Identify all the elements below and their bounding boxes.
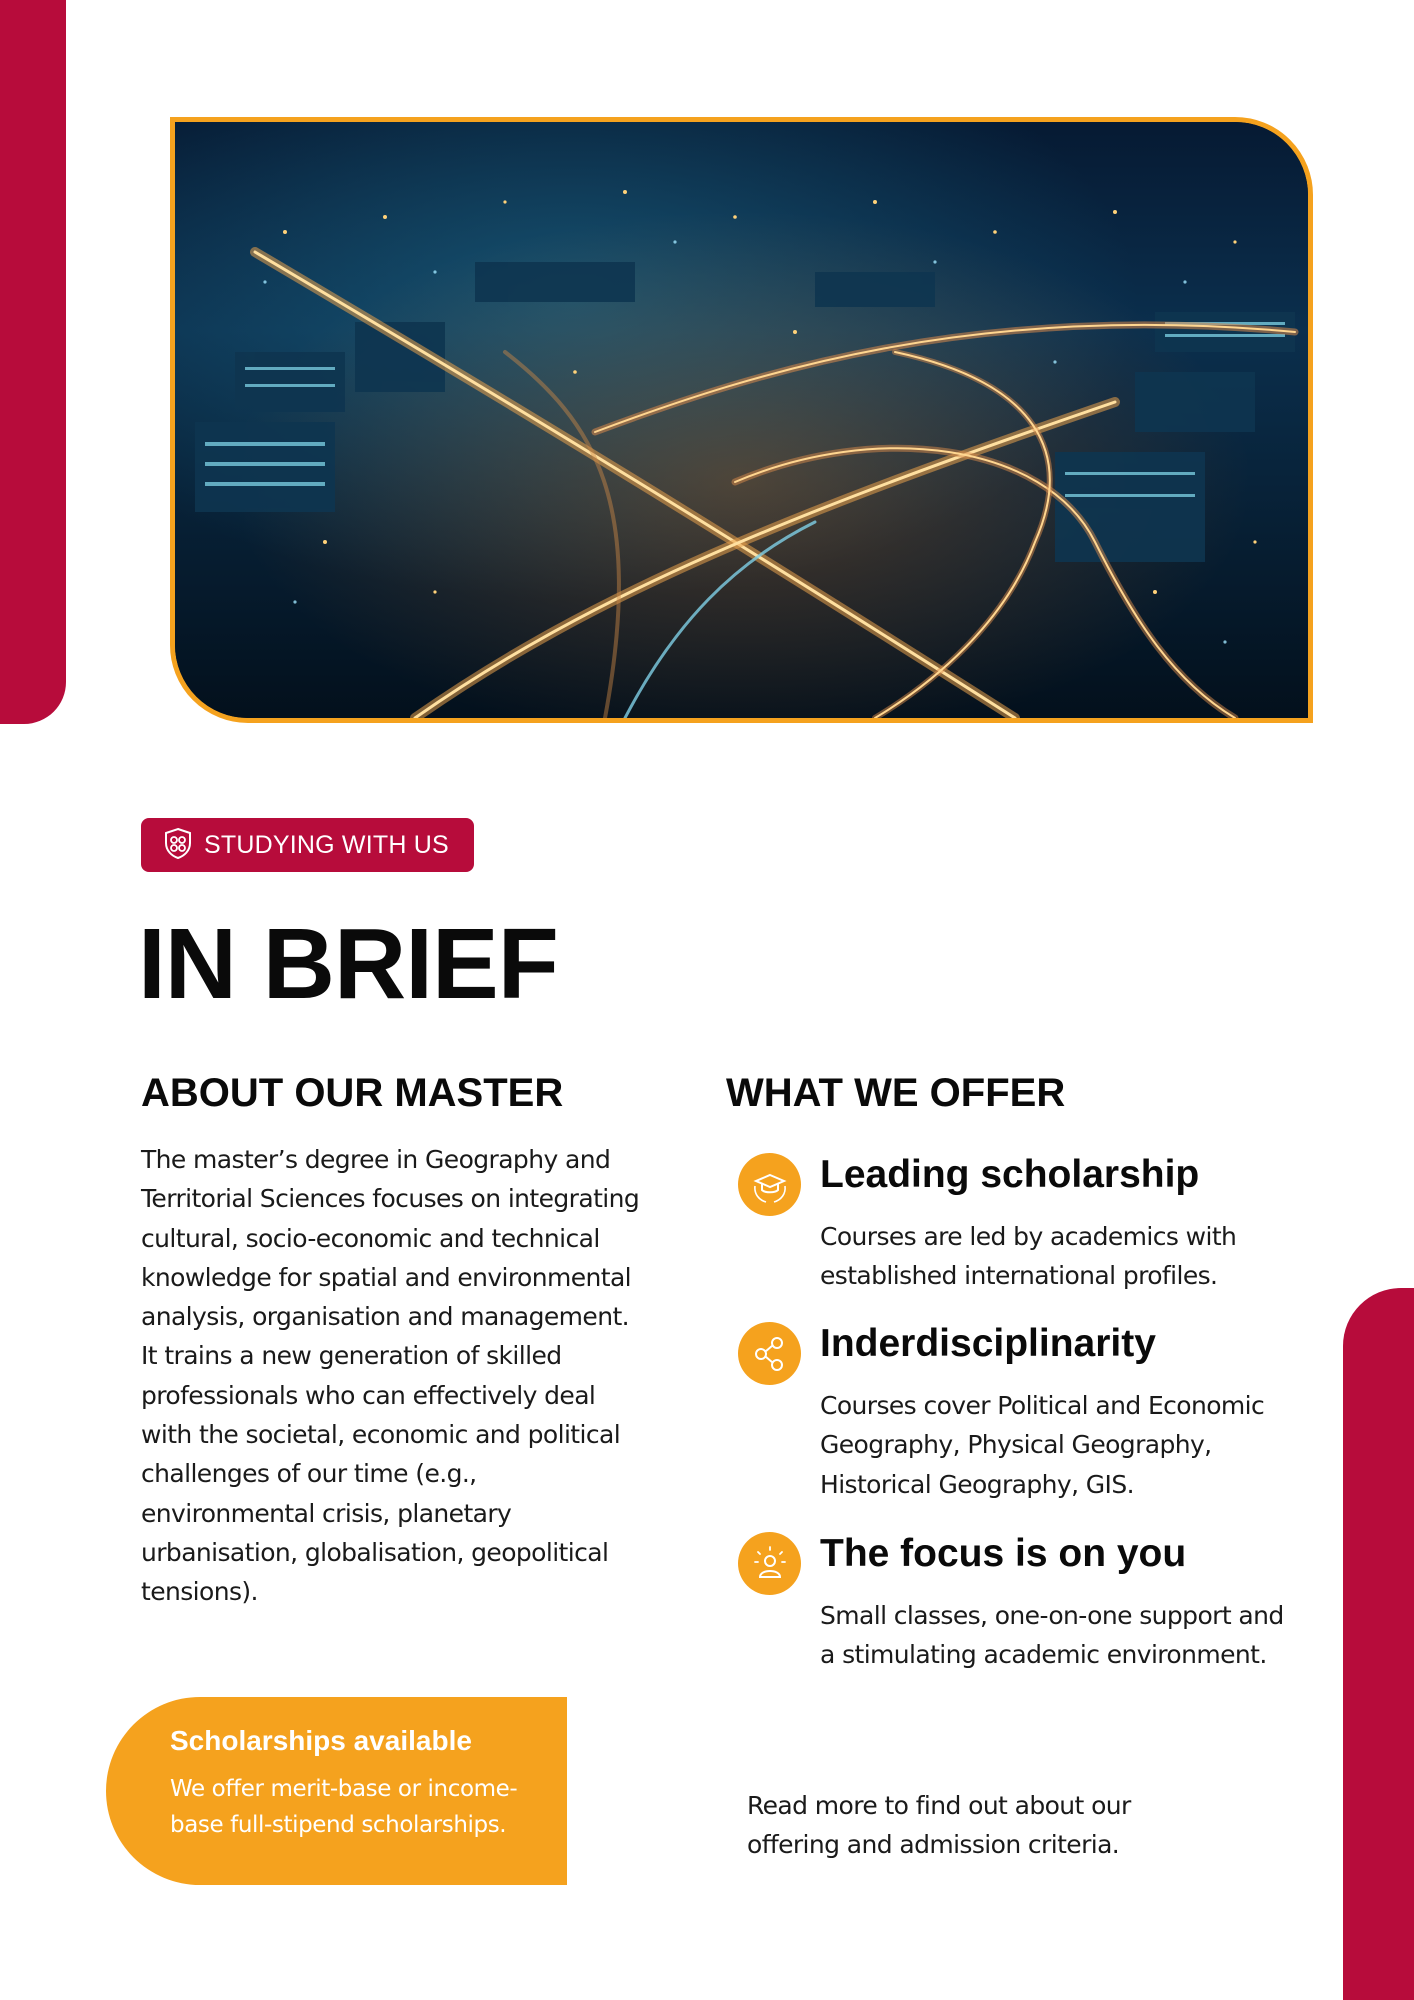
person-spotlight-icon	[738, 1532, 801, 1595]
scholarship-title: Scholarships available	[170, 1725, 472, 1756]
offer-title: Leading scholarship	[820, 1153, 1200, 1196]
scholarship-description: We offer merit-base or income-base full-stipend scholarships.	[170, 1776, 518, 1838]
hero-image	[170, 117, 1313, 723]
about-heading: ABOUT OUR MASTER	[141, 1071, 564, 1115]
read-more-text: Read more to find out about our offering and admission criteria.	[747, 1791, 1131, 1859]
offer-description: Courses are led by academics with established international profiles.	[820, 1222, 1237, 1291]
offer-heading: WHAT WE OFFER	[726, 1071, 1066, 1115]
offer-title: The focus is on you	[820, 1532, 1187, 1575]
scholarship-callout	[106, 1697, 567, 1885]
network-share-icon	[738, 1322, 801, 1385]
studying-with-us-badge	[141, 818, 474, 872]
right-accent-bar	[1343, 1288, 1414, 2000]
about-body-text: The master’s degree in Geography and Territorial Sciences focuses on integrating cultural, socio-economic and technical knowledge for spatial and environmental analysis, organisation and management. It trains a new generation of skilled professionals who can effectively deal with the societal, economic and political challenges of our time (e.g., environmental crisis, planetary urbanisation, globalisation, geopolitical tensions).	[141, 1145, 640, 1607]
offer-description: Small classes, one-on-one support and a stimulating academic environment.	[820, 1601, 1284, 1670]
graduation-cap-laurel-icon	[738, 1153, 801, 1216]
badge-label: STUDYING WITH US	[204, 830, 449, 859]
offer-description: Courses cover Political and Economic Geography, Physical Geography, Historical Geography, GIS.	[820, 1391, 1265, 1499]
people-shield-icon	[163, 827, 193, 863]
night-city-highway-illustration	[175, 122, 1308, 718]
offer-title: Inderdisciplinarity	[820, 1322, 1156, 1365]
page-title: IN BRIEF	[138, 908, 558, 1020]
left-accent-bar	[0, 0, 66, 724]
